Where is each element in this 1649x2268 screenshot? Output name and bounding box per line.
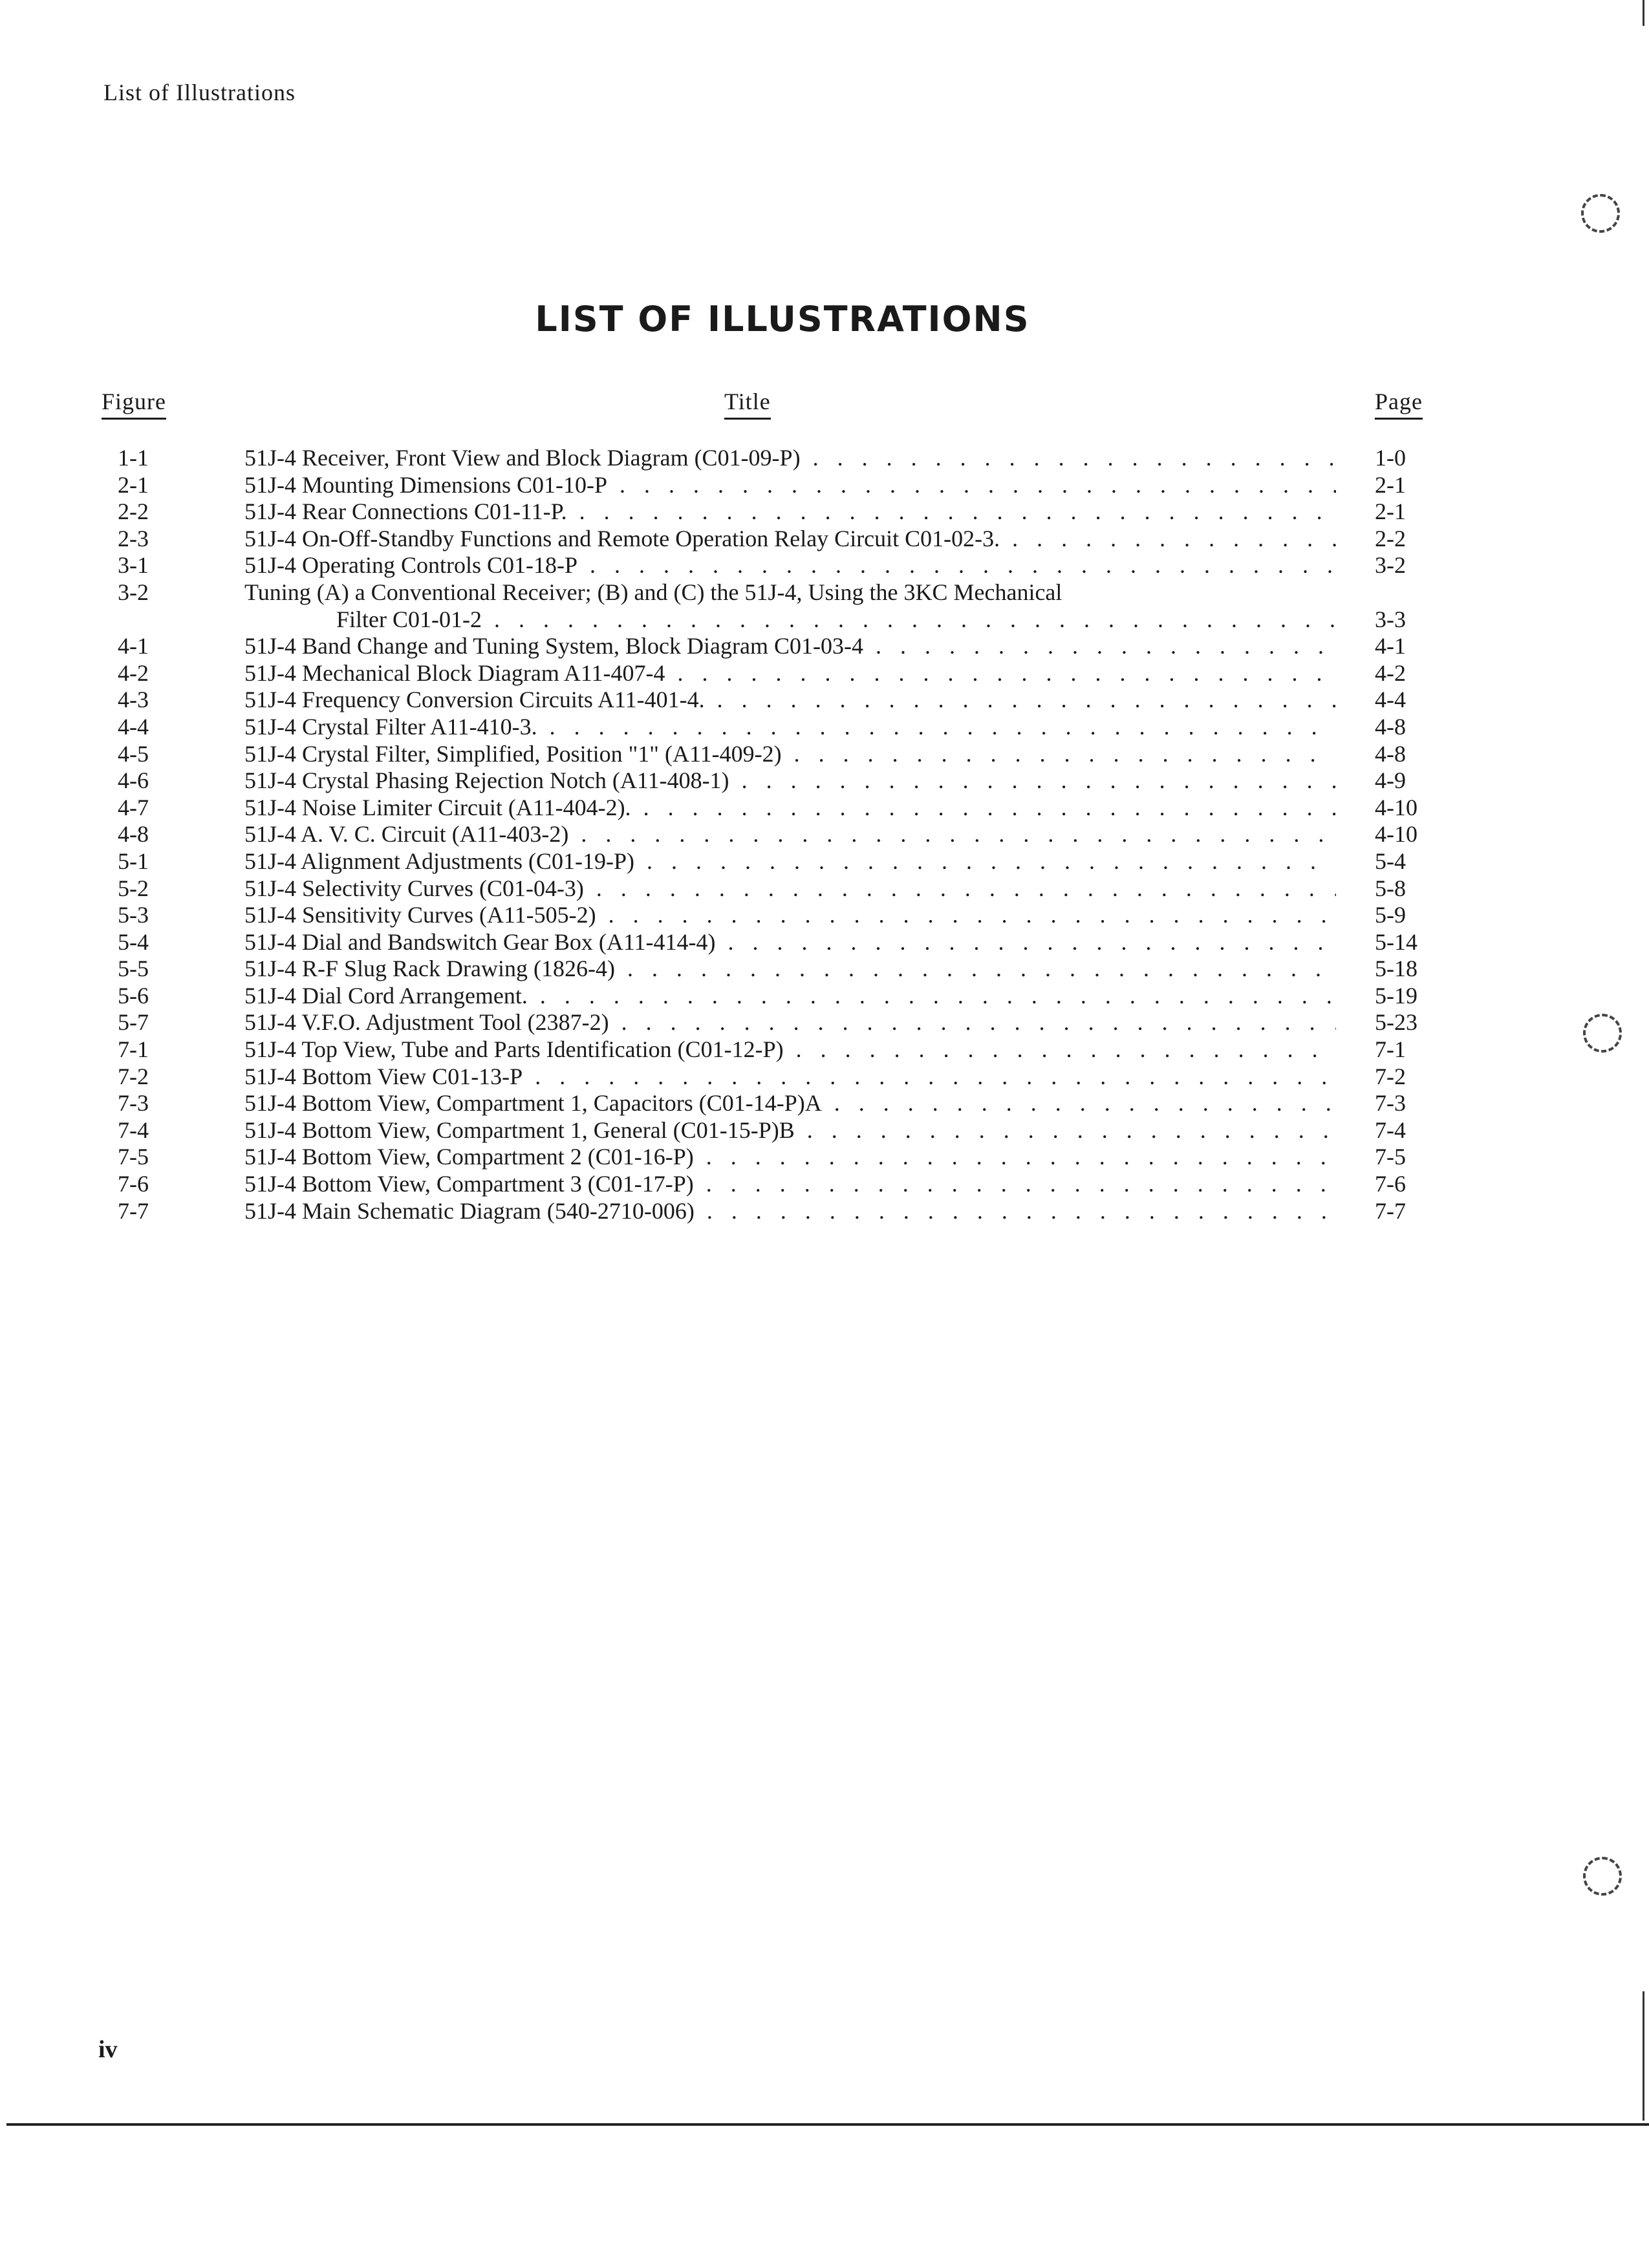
figure-number: 5-1	[118, 848, 149, 874]
figure-title: 51J-4 Crystal Phasing Rejection Notch (A11-408-1) . . .	[244, 767, 1336, 795]
punch-hole-icon	[1583, 1857, 1622, 1896]
figure-title: 51J-4 Selectivity Curves (C01-04-3) . . .	[244, 875, 1336, 903]
figure-number: 4-3	[118, 687, 149, 713]
list-item	[0, 445, 1649, 472]
figure-number: 5-5	[118, 956, 149, 982]
figure-title: 51J-4 Mounting Dimensions C01-10-P . . .	[244, 472, 1336, 499]
figure-title: 51J-4 R-F Slug Rack Drawing (1826-4) . . .	[244, 956, 1336, 983]
page-number: 7-5	[1375, 1144, 1406, 1170]
figure-number: 3-1	[118, 552, 149, 579]
figure-number: 4-4	[118, 713, 149, 740]
figure-title: 51J-4 Frequency Conversion Circuits A11-401-4. . . .	[244, 687, 1336, 714]
list-item	[0, 552, 1649, 579]
page-number: 7-4	[1375, 1117, 1406, 1143]
page-number: 4-10	[1375, 821, 1417, 848]
page-number: 7-2	[1375, 1063, 1406, 1089]
list-item	[0, 498, 1649, 526]
page-number: 5-18	[1375, 956, 1417, 982]
edge-line-top	[1643, 0, 1644, 26]
list-item	[0, 660, 1649, 687]
page-number: 4-2	[1375, 659, 1406, 686]
list-item-continuation	[0, 606, 1649, 634]
edge-line-bottom	[1643, 1991, 1644, 2121]
list-item	[0, 956, 1649, 983]
figure-number: 7-6	[118, 1171, 149, 1197]
list-item	[0, 1198, 1649, 1225]
figure-number: 4-5	[118, 740, 149, 767]
list-item	[0, 714, 1649, 741]
page-number: 2-2	[1375, 525, 1406, 551]
list-item	[0, 741, 1649, 768]
figure-number: 4-6	[118, 767, 149, 794]
figure-title: 51J-4 Band Change and Tuning System, Block Diagram C01-03-4 . . .	[244, 633, 1336, 660]
page-number: 7-6	[1375, 1171, 1406, 1197]
page-number: 4-10	[1375, 794, 1417, 820]
column-header-figure: Figure	[102, 388, 166, 420]
list-item	[0, 1064, 1649, 1091]
list-item	[0, 1036, 1649, 1064]
page-number: 5-8	[1375, 875, 1406, 901]
punch-hole-icon	[1581, 194, 1620, 233]
figure-title: Tuning (A) a Conventional Receiver; (B) and (C) the 51J-4, Using the 3KC Mechanical	[244, 579, 1062, 605]
figure-title: 51J-4 Bottom View, Compartment 1, Capacitors (C01-14-P)A . . .	[244, 1090, 1336, 1117]
page-number: 5-14	[1375, 928, 1417, 955]
figure-number: 7-2	[118, 1063, 149, 1089]
figure-number: 7-7	[118, 1197, 149, 1224]
figure-number: 5-7	[118, 1009, 149, 1036]
list-item	[0, 875, 1649, 903]
list-item	[0, 821, 1649, 848]
illustrations-list	[0, 445, 1649, 1225]
figure-title: 51J-4 Bottom View, Compartment 2 (C01-16-P) . . .	[244, 1144, 1336, 1171]
figure-title: 51J-4 On-Off-Standby Functions and Remote Operation Relay Circuit C01-02-3. . . .	[244, 526, 1336, 553]
figure-number: 5-6	[118, 982, 149, 1009]
figure-title: 51J-4 Dial Cord Arrangement. . . .	[244, 983, 1336, 1010]
page-number: 3-3	[1375, 606, 1406, 632]
figure-number: 7-1	[118, 1036, 149, 1063]
page-number: 4-8	[1375, 740, 1406, 767]
figure-title: 51J-4 Main Schematic Diagram (540-2710-006) . . .	[244, 1198, 1336, 1225]
list-item	[0, 1171, 1649, 1198]
list-item	[0, 579, 1649, 606]
page-number: 5-23	[1375, 1009, 1417, 1036]
list-item	[0, 902, 1649, 929]
figure-number: 1-1	[118, 445, 149, 471]
figure-title: 51J-4 Noise Limiter Circuit (A11-404-2). . . .	[244, 795, 1336, 822]
page-number: 4-8	[1375, 713, 1406, 740]
figure-title: 51J-4 Crystal Filter, Simplified, Position "1" (A11-409-2) . . .	[244, 741, 1336, 768]
page-number: 5-19	[1375, 982, 1417, 1009]
figure-title: 51J-4 Operating Controls C01-18-P . . .	[244, 552, 1336, 579]
list-item	[0, 1090, 1649, 1117]
page-number: 5-4	[1375, 848, 1406, 874]
figure-title: 51J-4 Sensitivity Curves (A11-505-2) . . .	[244, 902, 1336, 929]
list-item	[0, 795, 1649, 822]
figure-title: 51J-4 Alignment Adjustments (C01-19-P) . . .	[244, 848, 1336, 875]
page-number: 1-0	[1375, 445, 1406, 471]
list-item	[0, 1144, 1649, 1171]
figure-number: 4-1	[118, 633, 149, 659]
figure-number: 4-8	[118, 821, 149, 848]
figure-number: 5-3	[118, 902, 149, 928]
column-header-page: Page	[1375, 388, 1423, 420]
page-number: 3-2	[1375, 552, 1406, 579]
figure-number: 3-2	[118, 579, 149, 605]
figure-title: 51J-4 Bottom View C01-13-P . . .	[244, 1064, 1336, 1091]
list-item	[0, 929, 1649, 956]
list-item	[0, 687, 1649, 714]
bottom-rule	[6, 2123, 1649, 2126]
page-number: 7-1	[1375, 1036, 1406, 1063]
page-number: 4-9	[1375, 767, 1406, 794]
running-head: List of Illustrations	[103, 80, 296, 105]
page-number: 7-7	[1375, 1197, 1406, 1224]
figure-title: 51J-4 Rear Connections C01-11-P. . . .	[244, 498, 1336, 526]
figure-title-continuation: Filter C01-01-2 . . .	[336, 606, 1336, 634]
list-item	[0, 633, 1649, 660]
page-number: 4-1	[1375, 633, 1406, 659]
figure-number: 4-2	[118, 659, 149, 686]
figure-title: 51J-4 Dial and Bandswitch Gear Box (A11-414-4) . . .	[244, 929, 1336, 956]
figure-number: 2-2	[118, 498, 149, 525]
figure-number: 5-4	[118, 928, 149, 955]
figure-number: 4-7	[118, 794, 149, 820]
punch-hole-icon	[1583, 1014, 1622, 1053]
page-title: LIST OF ILLUSTRATIONS	[535, 299, 1030, 339]
figure-title: 51J-4 A. V. C. Circuit (A11-403-2) . . .	[244, 821, 1336, 848]
page-number: 5-9	[1375, 902, 1406, 928]
list-item	[0, 983, 1649, 1010]
figure-title: 51J-4 Top View, Tube and Parts Identification (C01-12-P) . . .	[244, 1036, 1336, 1064]
figure-number: 7-5	[118, 1144, 149, 1170]
list-item	[0, 848, 1649, 875]
figure-number: 7-4	[118, 1117, 149, 1143]
list-item	[0, 1117, 1649, 1144]
list-item	[0, 1009, 1649, 1036]
figure-title: 51J-4 Bottom View, Compartment 1, General (C01-15-P)B . . .	[244, 1117, 1336, 1144]
list-item	[0, 472, 1649, 499]
column-header-title: Title	[724, 388, 771, 420]
page-number: 2-1	[1375, 471, 1406, 498]
figure-title: 51J-4 Receiver, Front View and Block Diagram (C01-09-P) . . .	[244, 445, 1336, 472]
page-number: 2-1	[1375, 498, 1406, 525]
figure-number: 5-2	[118, 875, 149, 901]
figure-number: 2-1	[118, 471, 149, 498]
list-item	[0, 767, 1649, 795]
figure-title: 51J-4 Mechanical Block Diagram A11-407-4 . . .	[244, 660, 1336, 687]
figure-number: 2-3	[118, 525, 149, 551]
page-number: 7-3	[1375, 1090, 1406, 1117]
list-item	[0, 526, 1649, 553]
figure-title: 51J-4 V.F.O. Adjustment Tool (2387-2) . . .	[244, 1009, 1336, 1036]
figure-number: 7-3	[118, 1090, 149, 1117]
page-number: 4-4	[1375, 687, 1406, 713]
figure-title: 51J-4 Crystal Filter A11-410-3. . . .	[244, 714, 1336, 741]
figure-title: 51J-4 Bottom View, Compartment 3 (C01-17-P) . . .	[244, 1171, 1336, 1198]
page-folio: iv	[98, 2036, 118, 2063]
